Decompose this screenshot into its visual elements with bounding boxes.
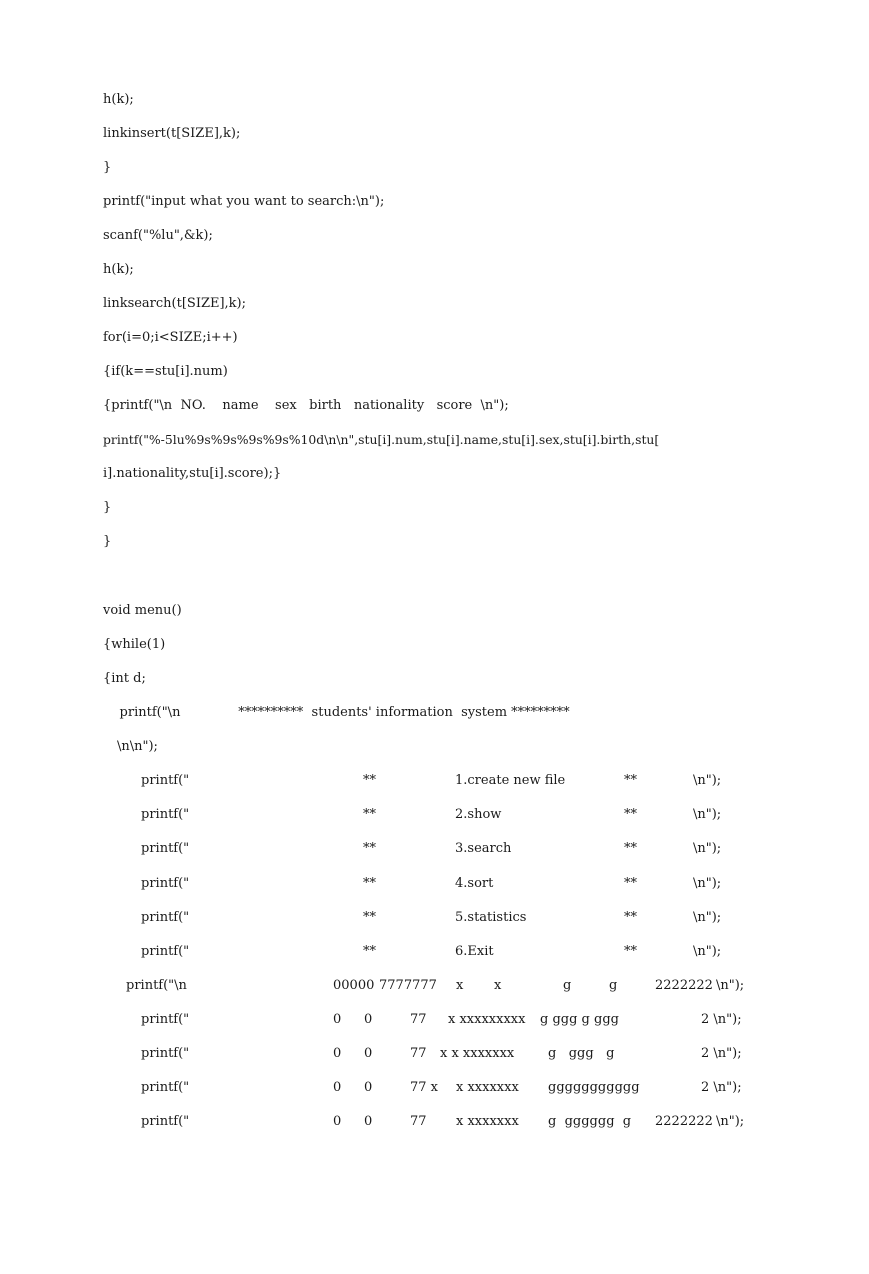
menu-item-label: 1.create new file — [455, 773, 566, 788]
code-line: for(i=0;i<SIZE;i++) — [103, 330, 238, 345]
printf-prefix: printf(" — [141, 841, 190, 856]
menu-item-label: 3.search — [455, 841, 512, 856]
menu-stars: ** — [363, 807, 376, 822]
printf-suffix: \n"); — [693, 841, 722, 856]
menu-stars: ** — [624, 910, 637, 925]
printf-prefix: printf(" — [141, 773, 190, 788]
art-segment: x — [456, 978, 464, 993]
art-segment: g ggg g ggg — [540, 1012, 619, 1027]
art-segment: 0 — [364, 1012, 373, 1027]
art-segment: x xxxxxxxxx — [448, 1012, 526, 1027]
code-line: h(k); — [103, 92, 134, 107]
art-segment: ggggggggggg — [548, 1080, 640, 1095]
menu-stars: ** — [363, 910, 376, 925]
printf-prefix: printf(" — [141, 910, 190, 925]
code-line: h(k); — [103, 262, 134, 277]
code-line: {printf("\n NO. name sex birth nationality score \n"); — [103, 398, 509, 413]
art-segment: 00000 — [333, 978, 375, 993]
printf-suffix: \n"); — [693, 773, 722, 788]
art-segment: 0 — [364, 1046, 373, 1061]
printf-suffix: 2 \n"); — [701, 1080, 742, 1095]
code-line: void menu() — [103, 603, 182, 618]
menu-item-label: 5.statistics — [455, 910, 527, 925]
art-segment: g — [609, 978, 618, 993]
art-segment: 0 — [364, 1114, 373, 1129]
code-line: {int d; — [103, 671, 146, 686]
art-segment: x — [494, 978, 502, 993]
art-segment: 0 — [333, 1046, 342, 1061]
art-segment: 77 — [410, 1114, 427, 1129]
printf-prefix: printf(" — [141, 1114, 190, 1129]
printf-prefix: printf(" — [141, 1046, 190, 1061]
menu-item-label: 6.Exit — [455, 944, 494, 959]
code-line: \n\n"); — [117, 739, 158, 754]
code-line: printf("%-5lu%9s%9s%9s%9s%10d\n\n",stu[i].num,stu[i].name,stu[i].sex,stu[i].birth,stu[ — [103, 432, 660, 447]
code-line: } — [103, 500, 112, 515]
art-segment: 2222222 — [655, 978, 713, 993]
printf-prefix: printf(" — [141, 876, 190, 891]
printf-suffix: \n"); — [716, 1114, 745, 1129]
code-line: i].nationality,stu[i].score);} — [103, 466, 282, 481]
printf-suffix: \n"); — [693, 807, 722, 822]
code-line: {if(k==stu[i].num) — [103, 364, 228, 379]
code-line: {while(1) — [103, 637, 166, 652]
menu-stars: ** — [624, 876, 637, 891]
art-segment: 0 — [333, 1012, 342, 1027]
printf-prefix: printf(" — [141, 944, 190, 959]
printf-suffix: \n"); — [693, 944, 722, 959]
code-line: linksearch(t[SIZE],k); — [103, 296, 247, 311]
printf-prefix: printf(" — [141, 1012, 190, 1027]
art-segment: g — [563, 978, 572, 993]
art-line — [0, 1114, 869, 1274]
printf-suffix: \n"); — [716, 978, 745, 993]
code-line: scanf("%lu",&k); — [103, 228, 213, 243]
art-segment: 0 — [364, 1080, 373, 1095]
printf-suffix: \n"); — [693, 876, 722, 891]
menu-stars: ** — [363, 841, 376, 856]
art-segment: x xxxxxxx — [456, 1114, 519, 1129]
code-line: } — [103, 160, 112, 175]
printf-prefix: printf("\n — [126, 978, 187, 993]
art-segment: x xxxxxxx — [456, 1080, 519, 1095]
printf-suffix: 2 \n"); — [701, 1012, 742, 1027]
art-segment: g ggg g — [548, 1046, 615, 1061]
art-segment: 0 — [333, 1080, 342, 1095]
printf-prefix: printf(" — [141, 807, 190, 822]
printf-prefix: printf(" — [141, 1080, 190, 1095]
menu-stars: ** — [624, 773, 637, 788]
code-line: printf("input what you want to search:\n"); — [103, 194, 385, 209]
menu-item-label: 4.sort — [455, 876, 494, 891]
menu-stars: ** — [363, 876, 376, 891]
menu-stars: ** — [624, 944, 637, 959]
menu-item-label: 2.show — [455, 807, 502, 822]
menu-stars: ** — [624, 807, 637, 822]
art-segment: x x xxxxxxx — [440, 1046, 515, 1061]
menu-stars: ** — [363, 773, 376, 788]
art-segment: 7777777 — [379, 978, 437, 993]
code-line: printf("\n ********** students' information system ********* — [103, 705, 570, 720]
printf-suffix: 2 \n"); — [701, 1046, 742, 1061]
code-line: } — [103, 534, 112, 549]
art-segment: 77 x — [410, 1080, 439, 1095]
art-segment: 77 — [410, 1012, 427, 1027]
art-segment: 77 — [410, 1046, 427, 1061]
menu-stars: ** — [363, 944, 376, 959]
code-line: linkinsert(t[SIZE],k); — [103, 126, 241, 141]
printf-suffix: \n"); — [693, 910, 722, 925]
art-segment: g gggggg g — [548, 1114, 632, 1129]
menu-stars: ** — [624, 841, 637, 856]
art-segment: 0 — [333, 1114, 342, 1129]
art-segment: 2222222 — [655, 1114, 713, 1129]
